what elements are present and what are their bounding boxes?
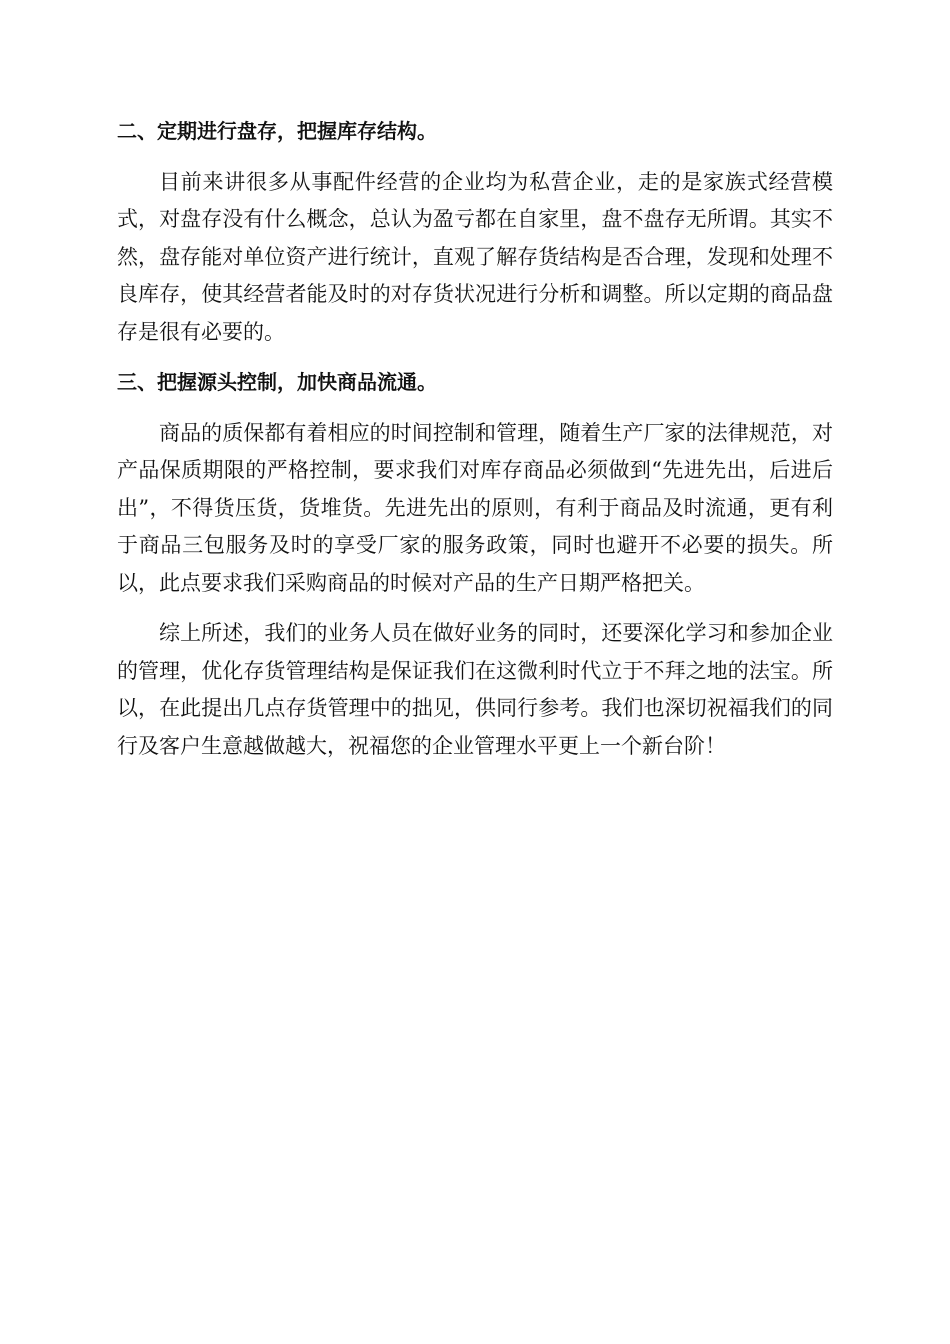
section-heading-inventory-check: 二、定期进行盘存，把握库存结构。 <box>117 119 437 143</box>
paragraph-conclusion: 综上所述，我们的业务人员在做好业务的同时，还要深化学习和参加企业的管理，优化存货管理结构是保证我们在这微利时代立于不拜之地的法宝。所以，在此提出几点存货管理中的拙见，供同行参考。我们也深切祝福我们的同行及客户生意越做越大，祝福您的企业管理水平更上一个新台阶！ <box>117 621 833 758</box>
paragraph-source-control: 商品的质保都有着相应的时间控制和管理，随着生产厂家的法律规范，对产品保质期限的严格控制，要求我们对库存商品必须做到“先进先出，后进后出”，不得货压货，货堆货。先进先出的原则，有利于商品及时流通，更有利于商品三包服务及时的享受厂家的服务政策，同时也避开不必要的损失。所以，此点要求我们采购商品的时候对产品的生产日期严格把关。 <box>117 420 833 595</box>
paragraph-inventory-check: 目前来讲很多从事配件经营的企业均为私营企业，走的是家族式经营模式，对盘存没有什么概念，总认为盈亏都在自家里，盘不盘存无所谓。其实不然，盘存能对单位资产进行统计，直观了解存货结构是否合理，发现和处理不良库存，使其经营者能及时的对存货状况进行分析和调整。所以定期的商品盘存是很有必要的。 <box>117 169 833 344</box>
document-page <box>117 113 833 765</box>
section-heading-source-control: 三、把握源头控制，加快商品流通。 <box>117 370 437 394</box>
